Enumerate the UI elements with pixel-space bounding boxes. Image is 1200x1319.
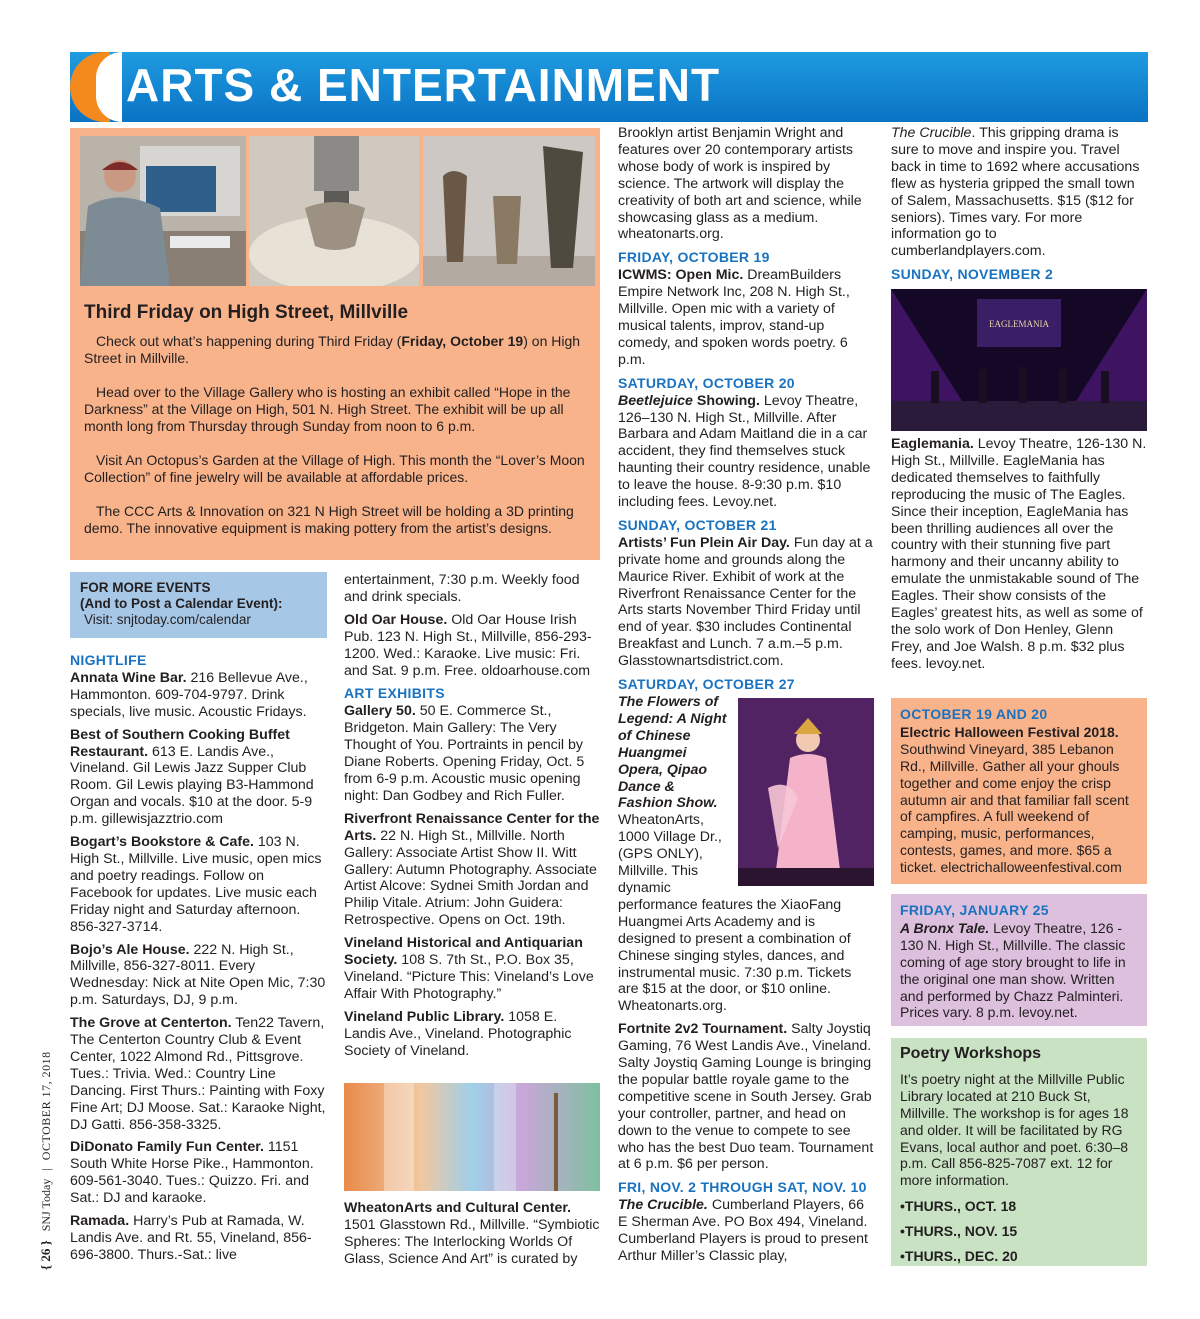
photo-pottery-vases <box>423 136 595 286</box>
event-details: WheatonArts, 1000 Village Dr., (GPS ONLY), Millville. This dynamic performance features the XiaoFang Huangmei Arts Academy and is designed to present a combination of Chinese singing styles, dances, and instrumental music. 7:30 p.m. Tickets are $15 at the door, or $10 online. Wheatonarts.org. <box>618 812 852 1015</box>
feature-p1-text-c: ) on High Street in Millville. <box>84 333 581 366</box>
event-name: The Crucible <box>891 125 972 141</box>
list-item <box>70 1139 328 1207</box>
list-item <box>70 1213 328 1264</box>
venue-details: 1058 E. Landis Ave., Vineland. Photographic Society of Vineland. <box>344 1008 572 1059</box>
event-details: Salty Joystiq Gaming, 76 West Landis Ave., Vineland. Salty Joystiq Gaming Lounge is bringing the popular battle royale game to the competitive scene in South Jersey. Grab your controller, partner, and head on down to the venue to compete to see who has the best Duo team. Tournament at 6 p.m. $6 per person. <box>618 1021 874 1173</box>
wheatonarts-item <box>344 1200 600 1274</box>
column-art-exhibits <box>344 572 600 1065</box>
feature-paragraph-1 <box>84 333 590 367</box>
list-item <box>70 727 328 828</box>
more-events-link[interactable]: Visit: snjtoday.com/calendar <box>84 612 251 627</box>
venue-name: Vineland Public Library. <box>344 1008 505 1025</box>
date-heading-nov-2-sunday: SUNDAY, NOVEMBER 2 <box>891 266 1054 283</box>
venue-details: 216 Bellevue Ave., Hammonton. 609-704-9797. Drink specials, live music. Acoustic Fridays. <box>70 669 308 720</box>
event-details: Southwind Vineyard, 385 Lebanon Rd., Millville. Gather all your ghouls together and come enjoy the crisp autumn air and that familiar fall scent of campfires. A full weekend of camping, music, performances, contests, games, and more. $65 a ticket. electrichalloweenfestival.com <box>900 740 1129 876</box>
poetry-title: Poetry Workshops <box>900 1045 1042 1062</box>
venue-name: Riverfront Renaissance Center for the Arts. <box>344 810 600 844</box>
bronx-tale-event <box>900 920 1138 1021</box>
photo-eaglemania-concert <box>891 289 1147 431</box>
venue-details: 613 E. Landis Ave., Vineland. Gil Lewis Jazz Supper Club Room. Gil Lewis playing B3-Hammond Organ and vocals. $10 at the door. 5-9 p.m. gillewisjazztrio.com <box>70 743 314 828</box>
folio-separator: | <box>39 1168 53 1171</box>
venue-details: 222 N. High St., Millville, 856-327-8011. Every Wednesday: Nick at Nite Open Mic, 7:30 p.m. Saturdays, DJ, 9 p.m. <box>70 941 326 1009</box>
venue-details: 1151 South White Horse Pike., Hammonton. 609-561-3040. Tues.: Quizzo. Fri. and Sat.: DJ and karaoke. <box>70 1139 314 1207</box>
feature-title: Third Friday on High Street, Millville <box>84 302 409 323</box>
venue-details: 50 E. Commerce St., Bridgeton. Main Gallery: The Very Thought of You. Portraints in pencil by Diane Roberts. Opening Friday, Oct. 5 from 6-9 p.m. Acoustic music opening night: Dan Godbey and Rich Fuller. <box>344 703 585 804</box>
page-folio <box>38 1030 62 1270</box>
venue-name: WheatonArts and Cultural Center. <box>344 1200 572 1216</box>
event-name: Eaglemania. <box>891 436 974 452</box>
event-details: DreamBuilders Empire Network Inc, 208 N. High St., Millville. Open mic with a variety of musical talents, improv, stand-up comedy, and spoken words poetry. 6 p.m. <box>618 267 850 368</box>
venue-details: Old Oar House Irish Pub. 123 N. High St., Millville, 856-293-1200. Wed.: Karaoke. Live music: Fri. and Sat. 9 p.m. Free. oldoarhouse.com <box>344 611 592 679</box>
event-name: Fortnite 2v2 Tournament. <box>618 1021 788 1038</box>
poetry-date: •THURS., OCT. 18 <box>900 1198 1017 1215</box>
list-item <box>70 834 328 935</box>
eaglemania-item <box>891 436 1147 679</box>
list-item <box>344 1200 600 1268</box>
event-name: Electric Halloween Festival 2018. <box>900 723 1119 740</box>
list-item <box>344 935 600 1003</box>
poetry-workshops-box <box>891 1038 1147 1266</box>
date-heading-oct-20: SATURDAY, OCTOBER 20 <box>618 374 795 391</box>
event-details: Levoy Theatre, 126–130 N. High St., Millville. After Barbara and Adam Maitland die in a car accident, they find themselves stuck haunting their country residence, unable to leave the house. 8-9:30 p.m. $10 including fees. Levoy.net. <box>618 392 871 511</box>
feature-paragraph-3: Visit An Octopus’s Garden at the Village of High. This month the “Lover’s Moon Collection” of fine jewelry will be available at affordable prices. <box>84 452 585 485</box>
feature-body <box>84 333 590 554</box>
list-item <box>344 703 600 804</box>
section-heading-nightlife: NIGHTLIFE <box>70 652 147 668</box>
date-heading-oct-19: FRIDAY, OCTOBER 19 <box>618 249 770 266</box>
nightlife-continued: entertainment, 7:30 p.m. Weekly food and drink specials. <box>344 572 580 605</box>
venue-name: Ramada. <box>70 1213 130 1230</box>
event-details: Levoy Theatre, 126 - 130 N. High St., Millville. The classic coming of age story brought to life in the original one man show. Written and performed by Chazz Palminteri. Prices vary. 8 p.m. levoy.net. <box>900 919 1126 1021</box>
more-events-box <box>70 572 327 638</box>
list-item <box>70 1015 328 1133</box>
venue-name: Vineland Historical and Antiquarian Society. <box>344 935 583 969</box>
column-calendar-november <box>891 125 1147 284</box>
halloween-festival-box <box>891 698 1147 884</box>
photo-man-at-computer <box>80 136 246 286</box>
poetry-date: •THURS., NOV. 15 <box>900 1223 1018 1240</box>
more-events-heading: FOR MORE EVENTS <box>80 580 211 595</box>
list-item <box>344 811 600 929</box>
venue-name: Annata Wine Bar. <box>70 669 187 686</box>
wheaton-continued: Brooklyn artist Benjamin Wright and features over 20 contemporary artists whose body of work is inspired by science. The artwork will display the creativity of both art and science, while showcasing glass as a medium. wheatonarts.org. <box>618 125 862 243</box>
date-heading-oct-19-20: OCTOBER 19 AND 20 <box>900 706 1048 722</box>
folio-publication: SNJ Today <box>39 1178 53 1232</box>
photo-glass-art <box>344 1083 600 1191</box>
list-item <box>70 942 328 1010</box>
event-name: The Crucible. <box>618 1197 708 1214</box>
date-heading-oct-21: SUNDAY, OCTOBER 21 <box>618 516 777 533</box>
poetry-text: It’s poetry night at the Millville Public Library located at 210 Buck St, Millville. The workshop is for ages 18 and older. It will be facilitated by RG Evans, local author and poet. 6:30–8 p.m. Call 856-825-7087 ext. 12 for more information. <box>900 1070 1129 1189</box>
section-heading-art-exhibits: ART EXHIBITS <box>344 685 445 702</box>
list-item <box>344 612 600 680</box>
event-name: Artists’ Fun Plein Air Day. <box>618 534 790 551</box>
venue-details: 1501 Glasstown Rd., Millville. “Symbiotic Spheres: The Interlocking Worlds Of Glass, Science And Art” is curated by <box>344 1216 600 1267</box>
list-item <box>618 1197 874 1265</box>
feature-p1-text-a: Check out what’s happening during Third Friday ( <box>96 333 402 349</box>
page-title: ARTS & ENTERTAINMENT <box>126 59 721 111</box>
venue-name: Gallery 50. <box>344 703 416 720</box>
folio-date: OCTOBER 17, 2018 <box>39 1051 53 1161</box>
venue-name: Old Oar House. <box>344 611 448 628</box>
list-item <box>618 535 874 670</box>
event-details: Cumberland Players, 66 E Sherman Ave. PO Box 494, Vineland. Cumberland Players is proud to present Arthur Miller’s Classic play, <box>618 1197 868 1264</box>
date-heading-nov-2: FRI, NOV. 2 THROUGH SAT, NOV. 10 <box>618 1179 867 1196</box>
feature-p1-date: Friday, October 19 <box>401 333 524 349</box>
feature-paragraph-2: Head over to the Village Gallery who is hosting an exhibit called “Hope in the Darkness” at the Village on High, 501 N. High Street. The exhibit will be up all month long from Thursday through Sunday from noon to 6 p.m. <box>84 384 571 434</box>
event-details: . This gripping drama is sure to move and inspire you. Travel back in time to 1692 where accusations flew as hysteria gripped the small town of Salem, Massachusetts. $15 ($12 for seniors). Times vary. For more information go to cumberlandplayers.com. <box>891 125 1140 260</box>
date-heading-oct-27: SATURDAY, OCTOBER 27 <box>618 676 795 693</box>
event-name: ICWMS: Open Mic. <box>618 267 744 284</box>
event-name: The Flowers of Legend: A Night of Chinese Huangmei Opera, Qipao Dance & Fashion Show. <box>618 694 727 812</box>
event-details: Fun day at a private home and grounds along the Maurice River. Exhibit of work at the Riverfront Renaissance Center for the Arts starts November Third Friday until end of year. $30 includes Continental Breakfast and Lunch. 7 a.m.–5 p.m. Glasstownartsdistrict.com. <box>618 534 873 670</box>
more-events-subheading: (And to Post a Calendar Event): <box>80 596 283 611</box>
bronx-tale-box <box>891 894 1147 1026</box>
venue-details: 103 N. High St., Millville. Live music, open mics and poetry readings. Follow on Facebook for updates. Live music each Friday night and Saturday afternoon. 856-327-3714. <box>70 834 322 935</box>
venue-details: Harry’s Pub at Ramada, W. Landis Ave. and Rt. 55, Vineland, 856-696-3800. Thurs.-Sat.: live <box>70 1213 312 1263</box>
venue-name: The Grove at Centerton. <box>70 1015 232 1032</box>
event-name: Beetlejuice <box>618 392 693 409</box>
feature-paragraph-4: The CCC Arts & Innovation on 321 N High Street will be holding a 3D printing demo. The innovative equipment is making pottery from the artist’s designs. <box>84 503 574 536</box>
venue-name: Bojo’s Ale House. <box>70 941 190 958</box>
list-item <box>70 670 328 721</box>
venue-name: Best of Southern Cooking Buffet Restaurant. <box>70 726 290 760</box>
venue-name: DiDonato Family Fun Center. <box>70 1139 264 1156</box>
event-details: Levoy Theatre, 126-130 N. High St., Millville. EagleMania has dedicated themselves to faithfully reproducing the music of The Eagles. Since their inception, EagleMania has been thrilling audiences all over the country with their stunning five part harmony and their uncanny ability to emulate the unmistakable sound of The Eagles. Their show consists of the Eagles’ greatest hits, as well as some of the solo work of Don Henley, Glenn Frey, and Joe Walsh. 8 p.m. $32 plus fees. levoy.net. <box>891 436 1147 672</box>
venue-details: 22 N. High St., Millville. North Gallery: Associate Artist Show II. Witt Gallery: Autumn Photography. Associate Artist Alcove: Sydnei Smith Jordan and Philip Vitale. Atrium: John Guidera: Retrospective. Opens on Oct. 19th. <box>344 827 597 929</box>
poetry-date: •THURS., DEC. 20 <box>900 1248 1018 1265</box>
halloween-event <box>900 724 1138 876</box>
photo-3d-printer <box>249 136 419 286</box>
venue-details: Ten22 Tavern, The Centerton Country Club & Event Center, 1022 Almond Rd., Pittsgrove. Tues.: Trivia. Wed.: Country Line Dancing. First Thurs.: Painting with Foxy Fine Art; DJ Moose. Sat.: Karaoke Night, DJ Gatti. 856-358-3325. <box>70 1015 326 1133</box>
event-name-suffix: Showing. <box>692 392 760 409</box>
list-item <box>344 1009 600 1060</box>
venue-name: Bogart’s Bookstore & Cafe. <box>70 834 254 851</box>
list-item <box>618 267 874 368</box>
folio-page-number: { 26 } <box>38 1240 53 1270</box>
eaglemania-logo: EAGLEMANIA <box>989 319 1049 329</box>
list-item <box>618 393 874 511</box>
column-nightlife <box>70 650 328 1270</box>
event-name: A Bronx Tale. <box>900 919 990 936</box>
venue-details: 108 S. 7th St., P.O. Box 35, Vineland. “Picture This: Vineland’s Love Affair With Photography.” <box>344 952 594 1002</box>
crucible-continued <box>891 125 1147 260</box>
opera-photo <box>738 698 874 886</box>
column-calendar-october <box>618 125 874 1271</box>
date-heading-jan-25: FRIDAY, JANUARY 25 <box>900 902 1049 918</box>
list-item <box>891 436 1147 673</box>
list-item <box>618 1021 874 1173</box>
